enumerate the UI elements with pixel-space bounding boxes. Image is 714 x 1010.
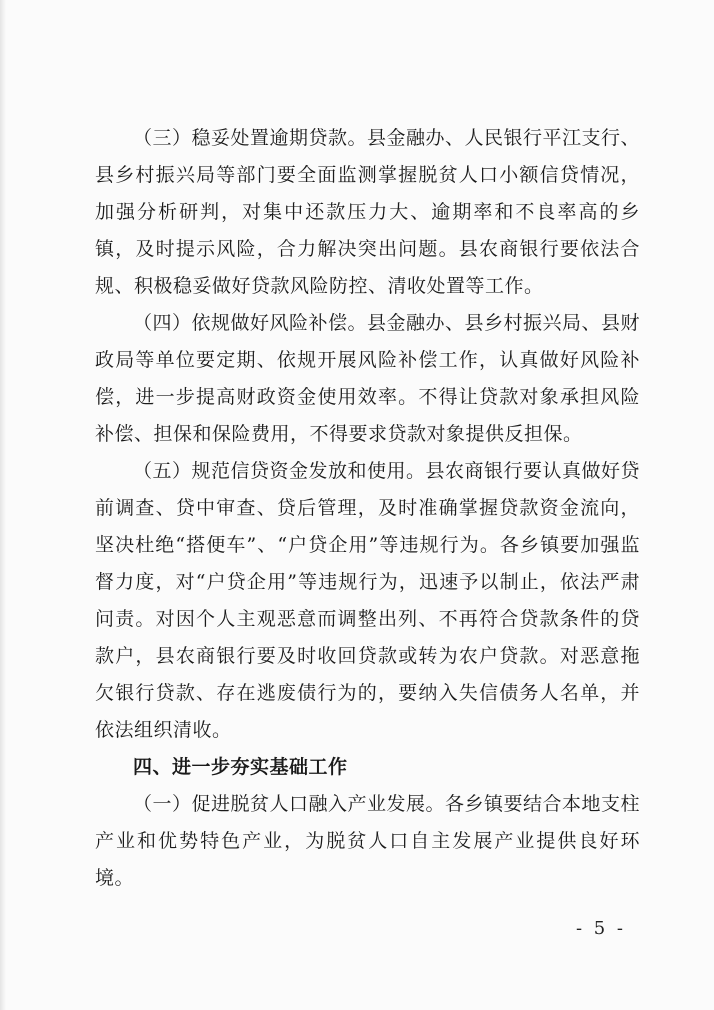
paragraph-1-industry-development: （一）促进脱贫人口融入产业发展。各乡镇要结合本地支柱产业和优势特色产业，为脱贫人口自主发展产业提供良好环境。 [95,793,641,889]
paragraph-5-credit-funds: （五）规范信贷资金发放和使用。县农商银行要认真做好贷前调查、贷中审查、贷后管理，及时准确掌握贷款资金流向，坚决杜绝“搭便车”、“户贷企用”等违规行为。各乡镇要加强监督力度，对“户贷企用”等违规行为，迅速予以制止，依法严肃问责。对因个人主观恶意而调整出列、不再符合贷款条件的贷款户，县农商银行要及时收回贷款或转为农户贷款。对恶意拖欠银行贷款、存在逃废债行为的，要纳入失信债务人名单，并依法组织清收。 [95,460,641,741]
document-body [95,120,640,897]
scan-edge [0,0,6,1010]
section-heading-4: 四、进一步夯实基础工作 [133,756,348,778]
paragraph-3-overdue-loans: （三）稳妥处置逾期贷款。县金融办、人民银行平江支行、县乡村振兴局等部门要全面监测掌握脱贫人口小额信贷情况，加强分析研判，对集中还款压力大、逾期率和不良率高的乡镇，及时提示风险，合力解决突出问题。县农商银行要依法合规、积极稳妥做好贷款风险防控、清收处置等工作。 [95,127,641,297]
paragraph-4-risk-compensation: （四）依规做好风险补偿。县金融办、县乡村振兴局、县财政局等单位要定期、依规开展风险补偿工作，认真做好风险补偿，进一步提高财政资金使用效率。不得让贷款对象承担风险补偿、担保和保险费用，不得要求贷款对象提供反担保。 [95,312,641,445]
page-number: - 5 - [575,918,626,939]
